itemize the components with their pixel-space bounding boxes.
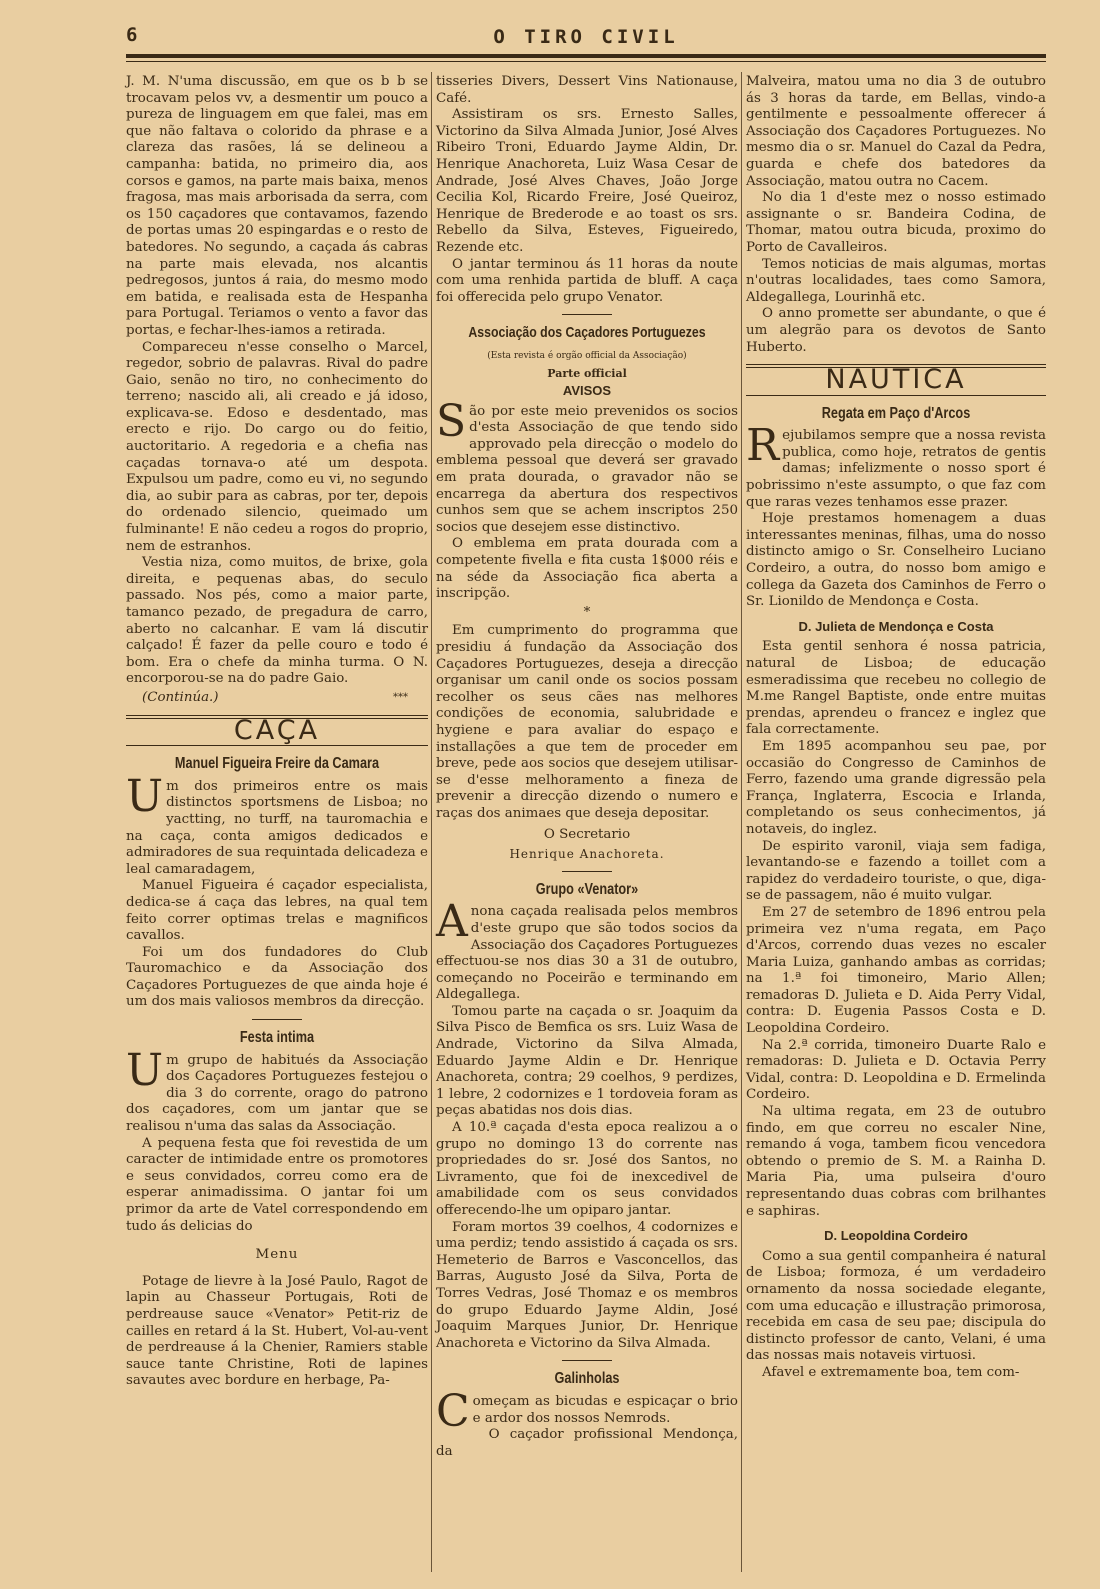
star-separator: *	[583, 604, 591, 620]
article-title: Festa intima	[239, 1029, 315, 1047]
menu-text: Potage de lievre à la José Paulo, Ragot de lapin au Chasseur Portugais, Roti de perdreause sauce «Venator» Petit-riz de cailles en retard á la St. Hubert, Vol-au-vent de perdreause á la Chenier, Ramiers stable sauce tante Christine, Roti de lapines savautes avec bordure en herbage, Pa-	[126, 1273, 428, 1389]
article-title: Regata em Paço d'Arcos	[821, 404, 971, 422]
sub-title: D. Julieta de Mendonça e Costa	[798, 618, 994, 634]
article-paragraph: Na ultima regata, em 23 de outubro findo, em que correu no escaler Nine, remando á voga, tambem ficou vencedora obtendo o premio de S. M. a Rainha D. Maria Pia, uma pulseira d'ouro representando duas cobras com brilhantes e saphiras.	[746, 1104, 1046, 1219]
drop-cap: R	[746, 420, 780, 472]
article-paragraph: Foi um dos fundadores do Club Tauromachico e da Associação dos Caçadores Portuguezes de que ainda hoje é um dos mais valiosos membros da direcção.	[126, 944, 428, 1010]
article-paragraph: Como a sua gentil companheira é natural de Lisboa; formoza, é um verdadeiro ornamento da nossa sociedade elegante, com uma educação e illustração primorosa, recebida em casa de seu pae; discipula do distincto professor de canto, Velani, é uma das nossas mais notaveis virtuosi.	[746, 1248, 1046, 1364]
article-paragraph: Em 27 de setembro de 1896 entrou pela primeira vez n'uma regata, em Paço d'Arcos, correndo duas vezes no escaler Maria Luiza, ganhando ambas as corridas; na 1.ª foi timoneiro, Mario Allen; remadoras D. Julieta e D. Aida Perry Vidal, contra: D. Eugenia Passos Costa e D. Leopoldina Cordeiro.	[746, 904, 1046, 1037]
continua-note: (Continúa.)	[142, 689, 219, 705]
article-paragraph: Afavel e extremamente boa, tem com-	[762, 1364, 1020, 1380]
column-3	[746, 74, 1046, 1382]
column-1	[126, 74, 428, 1390]
sub-title: D. Leopoldina Cordeiro	[824, 1228, 968, 1244]
article-paragraph: Foram mortos 39 coelhos, 4 codornizes e uma perdiz; tendo assistido á caçada os srs. Hemeterio de Barros e Vasconcellos, das Barras, Augusto José da Silva, Porta de Torres Vedras, José Thomaz e os membros do grupo Eduardo Jayme Aldin, José Joaquim Marques Junior, Dr. Henrique Anachoreta e Victorino da Silva Almada.	[436, 1219, 738, 1351]
header-rule-thin	[126, 61, 1046, 62]
article-paragraph: A pequena festa que foi revestida de um caracter de intimidade entre os promotores e seus convidados, correu como era de esperar animadissima. O jantar foi um primor da arte de Vatel correspondendo em tudo ás delicias do	[126, 1135, 428, 1234]
article-paragraph: De espirito varonil, viaja sem fadiga, levantando-se e fazendo a toillet com a rapidez do verdadeiro touriste, o que, diga-se de passagem, não é muito vulgar.	[746, 838, 1046, 904]
drop-cap: C	[436, 1385, 470, 1437]
assoc-note: (Esta revista é orgão official da Associação)	[487, 350, 687, 361]
article-paragraph: São por este meio prevenidos os socios d'esta Associação de que tendo sido approvado pela direcção o modelo do emblema pessoal que deverá ser gravado em prata dourada, o gravador não se encarrega da abertura dos respectivos cunhos sem que se achem inscriptos 250 socios que desejem esse distinctivo.	[436, 395, 738, 535]
article-rule	[562, 314, 612, 315]
serial-paragraph: J. M. N'uma discussão, em que os b b se trocavam pelos vv, a desmentir um pouco a pureza de linguagem em que falei, mas em que não faltava o colorido da phrase e a clareza das rasões, lá se delineou a campanha: batida, no primeiro dia, aos corsos e gamos, na parte mais baixa, menos fragosa, mas mais arborisada da serra, com os 150 caçadores que contavamos, fazendo de portas umas 20 espingardas e o resto de batedores. No segundo, a caçada ás cabras na parte mais elevada, nos alcantis pedregosos, juntos á raia, do mesmo modo em batida, e realisada esta de Hespanha para Portugal. Teriamos o vento a favor das portas, e fechar-lhes-iamos a retirada.	[126, 74, 428, 338]
article-rule	[562, 1360, 612, 1361]
article-paragraph: O anno promette ser abundante, o que é um alegrão para os devotos de Santo Huberto.	[746, 306, 1046, 355]
assoc-official: Parte official	[547, 366, 627, 380]
article-title: Grupo «Venator»	[535, 880, 639, 898]
drop-cap: A	[436, 896, 468, 948]
serial-paragraph: Vestia niza, como muitos, de brixe, gola direita, e pequenas abas, do seculo passado. Nos pés, como a maior parte, tamanco pezado, de pregadura de carro, aberto no calcanhar. E vam lá discutir calçado! É fazer da pelle couro e todo é bom. Era o chefe da minha turma. O N. encorporou-se na do padre Gaio.	[126, 555, 428, 687]
newspaper-title: O TIRO CIVIL	[493, 26, 679, 48]
article-paragraph: tisseries Divers, Dessert Vins Nationause, Café.	[436, 74, 738, 106]
column-2	[436, 74, 738, 1460]
article-paragraph: No dia 1 d'este mez o nosso estimado assignante o sr. Bandeira Codina, de Thomar, matou outra bicuda, proximo do Porto de Cavalleiros.	[746, 190, 1046, 255]
section-title-nautica: NAUTICA	[825, 364, 967, 396]
article-paragraph: Esta gentil senhora é nossa patricia, natural de Lisboa; de educação esmeradissima que recebeu no collegio de M.me Rangel Baptiste, onde entre muitas prendas, aprendeu o francez e inglez que fala correctamente.	[746, 639, 1046, 738]
drop-cap: U	[126, 770, 164, 822]
avisos-heading: AVISOS	[562, 383, 612, 399]
header-rule	[126, 54, 1046, 58]
article-title: Galinholas	[554, 1370, 620, 1388]
section-title-caca: CAÇA	[233, 714, 321, 746]
article-paragraph: Hoje prestamos homenagem a duas interessantes meninas, filhas, uma do nosso distincto amigo o Sr. Conselheiro Luciano Cordeiro, a outra, do nosso bom amigo e collega da Gazeta dos Caminhos de Ferro o Sr. Lionildo de Mendonça e Costa.	[746, 511, 1046, 610]
drop-cap: S	[436, 395, 467, 447]
article-paragraph: Anona caçada realisada pelos membros d'este grupo que são todos socios da Associação dos Caçadores Portuguezes effectuou-se nos dias 30 a 31 de outubro, começando no Poceirão e terminando em Aldegallega.	[436, 896, 738, 1003]
article-paragraph: O emblema em prata dourada com a competente fivella e fita custa 1$000 réis e na séde da Associação fica aberta a inscripção.	[436, 536, 738, 602]
column-separator	[431, 72, 432, 1572]
article-title: Manuel Figueira Freire da Camara	[174, 755, 380, 773]
article-paragraph: O caçador profissional Mendonça, da	[436, 1427, 738, 1459]
serial-paragraph: Compareceu n'esse conselho o Marcel, regedor, sobrio de palavras. Rival do padre Gaio, senão no tiro, no conhecimento do terreno; nascido ali, ali creado e já idoso, explicava-se. Edoso e desdentado, mas erecto e rijo. Do cargo ou do feitio, auctoritario. A regedoria e a chefia nas caçadas tornava-o até um despota. Expulsou um padre, como eu vi, no segundo dia, ao subir para as cabras, por ter, depois do ordenado silencio, queimado um fulminante! E não cedeu a rogos do proprio, nem de estranhos.	[126, 339, 428, 554]
page-number: 6	[126, 24, 138, 46]
article-title: Associação dos Caçadores Portuguezes	[468, 324, 706, 342]
article-paragraph: Assistiram os srs. Ernesto Salles, Victorino da Silva Almada Junior, José Alves Ribeiro Troni, Eduardo Jayme Aldin, Dr. Henrique Anachoreta, Luiz Wasa Cesar de Andrade, José Alves Chaves, João Jorge Cecilia Kol, Ricardo Freire, José Queiroz, Henrique de Brederode e ao toast os srs. Rebello da Silva, Esteves, Figueiredo, Rezende etc.	[436, 107, 738, 255]
article-paragraph: Começam as bicudas e espicaçar o brio e ardor dos nossos Nemrods.	[436, 1385, 738, 1437]
article-paragraph: O jantar terminou ás 11 horas da noute com uma renhida partida de bluff. A caça foi offerecida pelo grupo Venator.	[436, 256, 738, 305]
drop-cap: U	[126, 1044, 164, 1096]
signature-role: O Secretario	[543, 826, 631, 842]
article-rule	[252, 1019, 302, 1020]
article-paragraph: Tomou parte na caçada o sr. Joaquim da Silva Pisco de Bemfica os srs. Luiz Wasa de Andrade, Victorino da Silva Almada, Eduardo Jayme Aldin e Dr. Henrique Anachoreta, contra; 29 coelhos, 9 perdizes, 1 lebre, 2 codornizes e 1 tordoveia foram as peças abatidas nos dois dias.	[436, 1003, 738, 1119]
article-paragraph: Manuel Figueira é caçador especialista, dedica-se á caça das lebres, na qual tem feito correr optimas trelas e magnificos cavallos.	[126, 878, 428, 944]
article-paragraph: Em 1895 acompanhou seu pae, por occasião do Congresso de Caminhos de Ferro, fazendo uma grande digressão pela França, Inglaterra, Escocia e Irlanda, completando os seus conhecimentos, já notaveis, do inglez.	[746, 738, 1046, 837]
article-paragraph: Rejubilamos sempre que a nossa revista publica, como hoje, retratos de gentis damas; infelizmente o nosso sport é pobrissimo n'este assumpto, o que faz com que raras vezes tenhamos esse prazer.	[746, 420, 1046, 510]
article-paragraph: Um dos primeiros entre os mais distinctos sportsmens de Lisboa; no yactting, no turff, na tauromachia e na caça, conta amigos dedicados e admiradores de sua requintada delicadeza e leal camaradagem,	[126, 770, 428, 877]
stars-separator: ***	[393, 691, 408, 703]
article-paragraph: Um grupo de habitués da Associação dos Caçadores Portuguezes festejou o dia 3 do corrente, orago do patrono dos caçadores, com um jantar que se realisou n'uma das salas da Associação.	[126, 1044, 428, 1135]
article-paragraph: Temos noticias de mais algumas, mortas n'outras localidades, taes como Samora, Aldegallega, Lourinhã etc.	[746, 256, 1046, 305]
article-paragraph: Em cumprimento do programma que presidiu á fundação da Associação dos Caçadores Portuguezes, deseja a direcção organisar um canil onde os socios possam recolher os seus cães nas melhores condições de economia, salubridade e hygiene e para avaliar do espaço e installações a que tem de proceder em breve, pede aos socios que desejem utilisar-se d'esse melhoramento a fineza de prevenir a direcção dizendo o numero e raças dos animaes que deseja depositar.	[436, 623, 738, 821]
article-paragraph: A 10.ª caçada d'esta epoca realizou a o grupo no domingo 13 do corrente nas propriedades do sr. José dos Santos, no Livramento, que foi de inexcedivel de amabilidade com os seus convidados offerecendo-lhe um opiparo jantar.	[436, 1120, 738, 1218]
article-paragraph: Na 2.ª corrida, timoneiro Duarte Ralo e remadoras: D. Julieta e D. Octavia Perry Vidal, contra: D. Leopoldina e D. Ermelinda Cordeiro.	[746, 1037, 1046, 1103]
article-paragraph: Malveira, matou uma no dia 3 de outubro ás 3 horas da tarde, em Bellas, vindo-a gentilmente e pessoalmente offerecer á Associação dos Caçadores Portuguezes. No mesmo dia o sr. Manuel do Cazal da Pedra, guarda e chefe dos batedores da Associação, matou outra no Cacem.	[746, 74, 1046, 189]
column-separator	[741, 72, 742, 1572]
signature-name: Henrique Anachoreta.	[509, 847, 665, 862]
menu-title: Menu	[255, 1247, 299, 1263]
article-rule	[562, 871, 612, 872]
page-header	[126, 24, 1046, 54]
